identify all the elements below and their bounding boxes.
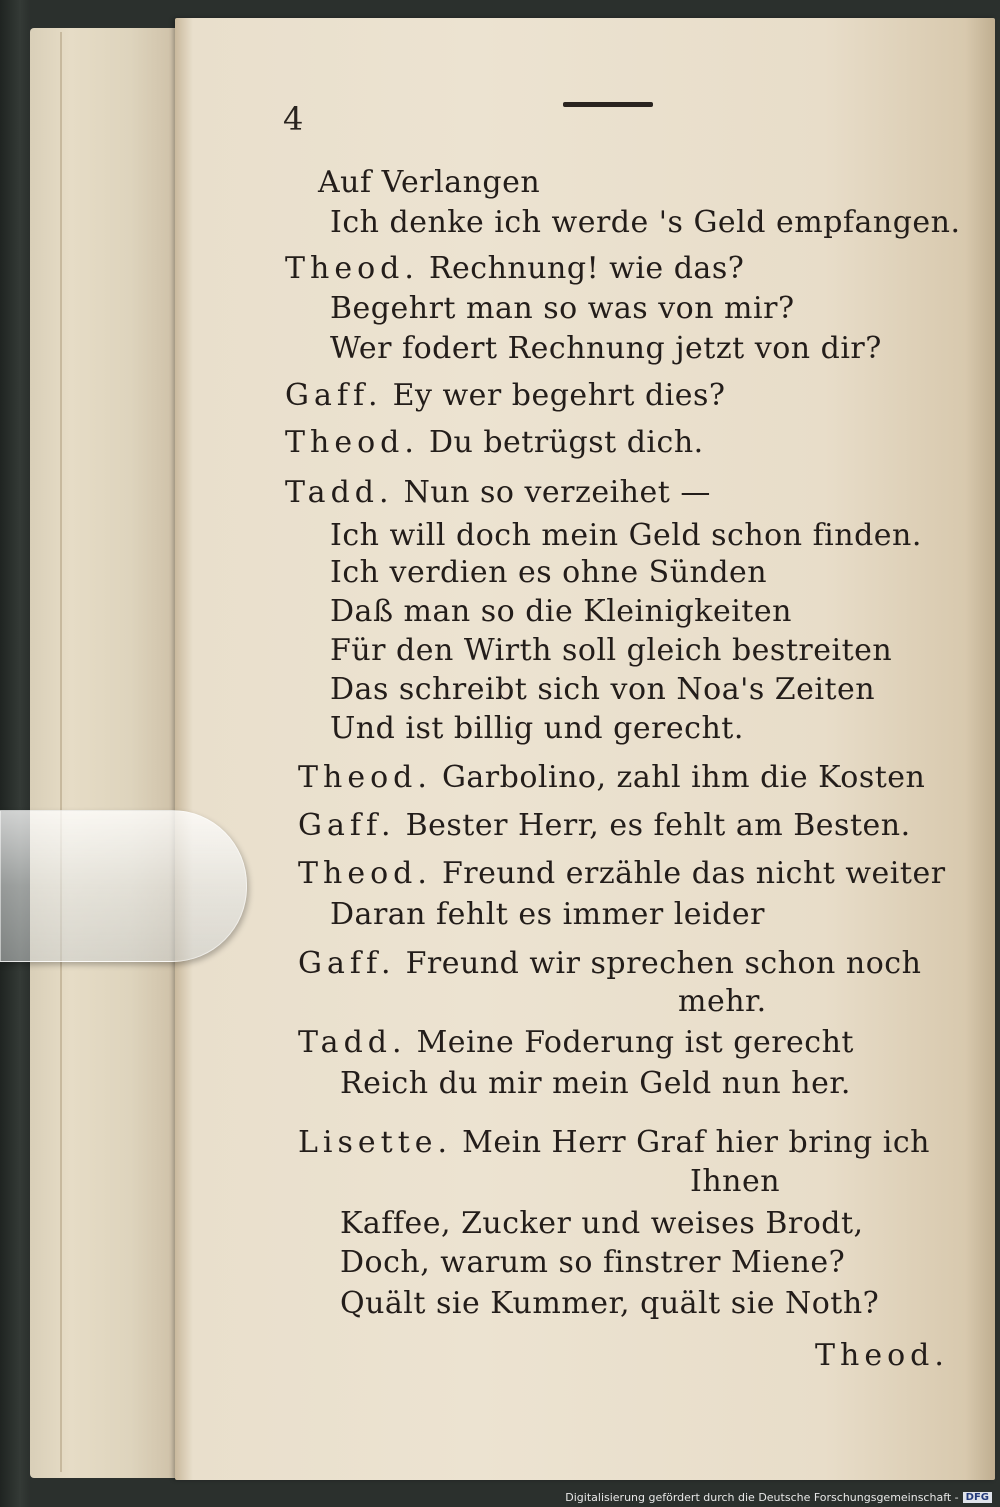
speaker-name: Gaff. xyxy=(285,378,383,413)
digitization-credit xyxy=(565,1489,992,1505)
catchword: Theod. xyxy=(815,1338,949,1373)
speaker-name: Lisette. xyxy=(298,1125,453,1160)
speech-line: Lisette. Mein Herr Graf hier bring ich xyxy=(298,1125,930,1160)
text-line: Reich du mir mein Geld nun her. xyxy=(340,1066,851,1101)
speaker-name: Theod. xyxy=(285,425,419,460)
text-line: Ich will doch mein Geld schon finden. xyxy=(330,518,922,553)
header-rule xyxy=(563,102,653,107)
underlying-page-edges xyxy=(60,32,183,1472)
glass-page-weight xyxy=(0,810,247,962)
text-line: Ich denke ich werde 's Geld empfangen. xyxy=(330,205,961,240)
speaker-name: Theod. xyxy=(298,856,432,891)
text-line: Begehrt man so was von mir? xyxy=(330,291,795,326)
text-line: Auf Verlangen xyxy=(318,165,541,200)
speech-line: Tadd. Meine Foderung ist gerecht xyxy=(298,1025,854,1060)
speaker-name: Gaff. xyxy=(298,808,396,843)
page-number: 4 xyxy=(283,100,304,138)
speaker-name: Theod. xyxy=(298,760,432,795)
text-line: Für den Wirth soll gleich bestreiten xyxy=(330,633,893,668)
text-line: Und ist billig und gerecht. xyxy=(330,711,744,746)
dfg-logo: DFG xyxy=(963,1492,992,1503)
text-line: Daß man so die Kleinigkeiten xyxy=(330,594,792,629)
text-line: Quält sie Kummer, quält sie Noth? xyxy=(340,1286,880,1321)
speech-line: Theod. Freund erzähle das nicht weiter xyxy=(298,856,946,891)
speech-line: Gaff. Bester Herr, es fehlt am Besten. xyxy=(298,808,911,843)
speech-line: Gaff. Freund wir sprechen schon noch xyxy=(298,946,922,981)
text-line: Doch, warum so finstrer Miene? xyxy=(340,1245,846,1280)
speaker-name: Gaff. xyxy=(298,946,396,981)
speech-line: Gaff. Ey wer begehrt dies? xyxy=(285,378,726,413)
text-line: Das schreibt sich von Noa's Zeiten xyxy=(330,672,876,707)
text-line: Wer fodert Rechnung jetzt von dir? xyxy=(330,331,882,366)
speech-line: Theod. Garbolino, zahl ihm die Kosten xyxy=(298,760,926,795)
speaker-name: Theod. xyxy=(285,251,419,286)
speaker-name: Tadd. xyxy=(285,475,394,510)
text-line: Daran fehlt es immer leider xyxy=(330,897,765,932)
text-line: Ihnen xyxy=(690,1164,781,1199)
text-line: Kaffee, Zucker und weises Brodt, xyxy=(340,1206,864,1241)
speech-line: Tadd. Nun so verzeihet — xyxy=(285,475,711,510)
text-line: mehr. xyxy=(678,984,767,1019)
speech-line: Theod. Rechnung! wie das? xyxy=(285,251,745,286)
speaker-name: Tadd. xyxy=(298,1025,407,1060)
credit-text: Digitalisierung gefördert durch die Deutsche Forschungsgemeinschaft - xyxy=(565,1490,959,1504)
text-line: Ich verdien es ohne Sünden xyxy=(330,555,768,590)
speech-line: Theod. Du betrügst dich. xyxy=(285,425,704,460)
